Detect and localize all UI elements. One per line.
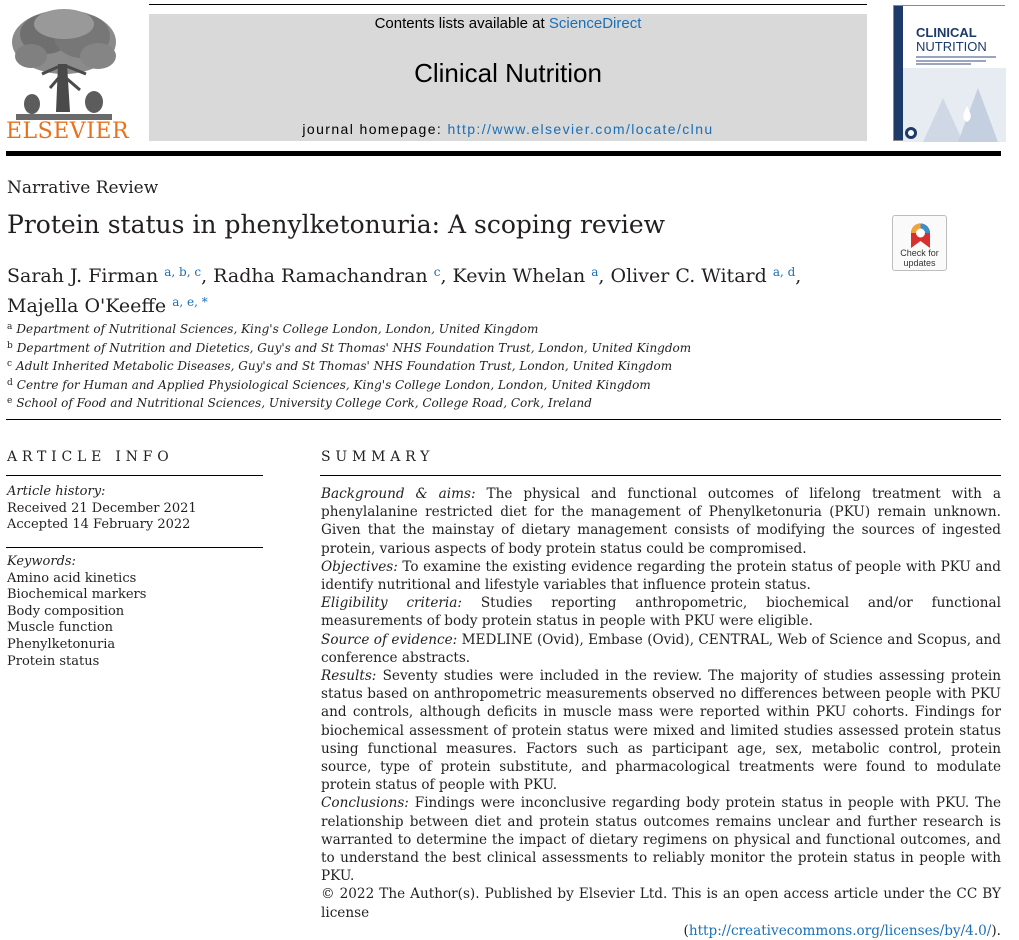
- keyword-item[interactable]: Protein status: [7, 653, 100, 669]
- check-for-updates-button[interactable]: [892, 215, 947, 271]
- author-name[interactable]: Majella O'Keeffe: [7, 295, 167, 317]
- summary-section-background: [321, 485, 1001, 558]
- affiliation-key: a: [7, 322, 13, 332]
- affiliation-item: [7, 356, 691, 375]
- homepage-prefix: journal homepage:: [302, 121, 448, 137]
- journal-title[interactable]: Clinical Nutrition: [414, 58, 602, 88]
- contents-available-line: [149, 15, 867, 32]
- summary-section-text: The physical and functional outcomes of lifelong treatment with a phenylalanine restricted diet for the management of Phenylketonuria (PKU) remain unknown. Given that the mainstay of dietary management consists of modifying the sources of ingested protein, various aspects of body protein status could be compromised.: [321, 486, 1001, 557]
- summary-section-text: Seventy studies were included in the review. The majority of studies assessing protein status based on anthropometric measurements observed no differences between people with PKU and controls, although deficits in muscle mass were reported within PKU cohorts. Findings for biochemical assessment of protein status were mixed and limited studies assessed protein status using functional measures. Factors such as participant age, sex, metabolic control, protein source, type of protein substitute, and pharmacological treatments were found to modulate protein status of people with PKU.: [321, 668, 1001, 794]
- affiliation-key: e: [7, 396, 13, 407]
- summary-section-label: Results:: [321, 668, 377, 685]
- affiliation-text: Department of Nutritional Sciences, King's College London, London, United Kingdom: [16, 322, 539, 336]
- license-paren-close: ).: [991, 922, 1001, 939]
- author-affiliation-marks[interactable]: a, e, *: [172, 295, 208, 309]
- author-name[interactable]: Oliver C. Witard: [610, 265, 767, 287]
- keyword-item[interactable]: Amino acid kinetics: [7, 570, 137, 586]
- keywords-label: Keywords:: [7, 554, 76, 569]
- header-top-rule: [149, 4, 867, 5]
- summary-section-conclusions: [321, 794, 1001, 885]
- cover-subtitle-lines: [916, 56, 998, 65]
- author-separator: ,: [201, 265, 214, 287]
- summary-section-text: Studies reporting anthropometric, biochemical and/or functional measurements of body protein status in people with PKU were eligible.: [321, 595, 1001, 630]
- affiliation-text: School of Food and Nutritional Sciences, University College Cork, College Road, Cork, Ireland: [16, 396, 592, 411]
- author-affiliation-marks[interactable]: a, b, c: [164, 265, 202, 279]
- summary-section-objectives: [321, 558, 1001, 594]
- received-date: Received 21 December 2021: [7, 500, 197, 516]
- crossmark-label-1: Check for: [900, 248, 939, 258]
- author-affiliation-marks[interactable]: c: [433, 265, 441, 279]
- article-info-heading: ARTICLE INFO: [7, 449, 174, 465]
- author-separator: ,: [795, 265, 802, 287]
- affiliation-key: b: [7, 340, 13, 351]
- summary-section-label: Objectives:: [321, 558, 398, 575]
- cover-title-line-1: CLINICAL: [916, 25, 977, 40]
- affiliation-list: [7, 319, 691, 412]
- keywords-rule: [6, 547, 263, 548]
- article-title: Protein status in phenylketonuria: A scoping review: [7, 210, 666, 239]
- license-paren-open: (: [683, 922, 689, 939]
- abstract-text: [321, 485, 1001, 940]
- header-divider: [6, 151, 1001, 156]
- license-link[interactable]: http://creativecommons.org/licenses/by/4.0/: [688, 922, 992, 939]
- affiliations-divider: [6, 419, 1001, 420]
- crossmark-icon: [907, 220, 934, 248]
- summary-section-label: Source of evidence:: [321, 631, 458, 648]
- journal-homepage-line: [149, 121, 867, 137]
- sciencedirect-link[interactable]: ScienceDirect: [548, 15, 642, 32]
- author-affiliation-marks[interactable]: a: [591, 265, 599, 279]
- keyword-item[interactable]: Body composition: [7, 603, 125, 619]
- author-name[interactable]: Kevin Whelan: [452, 265, 586, 287]
- author-name[interactable]: Radha Ramachandran: [213, 265, 428, 287]
- homepage-link[interactable]: http://www.elsevier.com/locate/clnu: [447, 121, 714, 137]
- keyword-item[interactable]: Phenylketonuria: [7, 636, 116, 652]
- author-name[interactable]: Sarah J. Firman: [7, 265, 159, 287]
- affiliation-item: [7, 338, 691, 357]
- keyword-item[interactable]: Muscle function: [7, 620, 114, 636]
- affiliation-text: Department of Nutrition and Dietetics, Guy's and St Thomas' NHS Foundation Trust, London, United Kingdom: [16, 340, 692, 355]
- summary-section-label: Conclusions:: [321, 795, 409, 812]
- author-list: [7, 259, 887, 319]
- summary-section-eligibility: [321, 594, 1001, 630]
- contents-prefix: Contents lists available at: [374, 15, 549, 32]
- summary-section-evidence: [321, 631, 1001, 667]
- cover-title-line-2: NUTRITION: [916, 39, 987, 54]
- summary-heading: SUMMARY: [321, 449, 435, 465]
- affiliation-item: [7, 375, 691, 394]
- journal-cover-image[interactable]: [893, 5, 1005, 141]
- summary-section-label: Eligibility criteria:: [321, 595, 462, 612]
- elsevier-wordmark[interactable]: ELSEVIER: [6, 119, 130, 144]
- summary-section-text: To examine the existing evidence regarding the protein status of people with PKU and identify nutritional and lifestyle variables that influence protein status.: [321, 558, 1001, 594]
- affiliation-item: [7, 393, 691, 412]
- summary-section-text: MEDLINE (Ovid), Embase (Ovid), CENTRAL, Web of Science and Scopus, and conference abstracts.: [321, 631, 1002, 666]
- affiliation-text: Adult Inherited Metabolic Diseases, Guy's and St Thomas' NHS Foundation Trust, London, United Kingdom: [16, 359, 673, 374]
- history-label: Article history:: [7, 484, 106, 499]
- author-affiliation-marks[interactable]: a, d: [772, 265, 796, 279]
- summary-section-text: Findings were inconclusive regarding body protein status in people with PKU. The relationship between diet and protein status outcomes remains unclear and further research is warranted to determine the impact of dietary regimens on physical and functional outcomes, and to understand the best clinical assessments to reliably monitor the protein status in people with PKU.: [321, 795, 1001, 885]
- copyright-statement: © 2022 The Author(s). Published by Elsevier Ltd. This is an open access article under the CC BY license: [321, 886, 1001, 921]
- keywords-block: [7, 554, 146, 670]
- affiliation-item: [7, 319, 691, 338]
- cover-artwork: [903, 68, 1006, 142]
- summary-section-label: Background & aims:: [321, 486, 476, 502]
- affiliation-key: d: [7, 377, 13, 388]
- summary-section-results: [321, 667, 1001, 794]
- keyword-item[interactable]: Biochemical markers: [7, 587, 147, 603]
- affiliation-text: Centre for Human and Applied Physiological Sciences, King's College London, London, United Kingdom: [16, 377, 651, 392]
- article-type-label: Narrative Review: [7, 178, 159, 198]
- article-history: [7, 484, 197, 534]
- crossmark-label-2: updates: [903, 258, 936, 268]
- summary-rule: [320, 475, 1001, 476]
- affiliation-key: c: [7, 359, 13, 370]
- article-info-rule: [6, 475, 263, 476]
- license-line: [321, 922, 1001, 940]
- author-separator: ,: [440, 265, 453, 287]
- author-separator: ,: [598, 265, 611, 287]
- cover-society-logo-icon: [904, 126, 918, 140]
- accepted-date: Accepted 14 February 2022: [7, 517, 191, 533]
